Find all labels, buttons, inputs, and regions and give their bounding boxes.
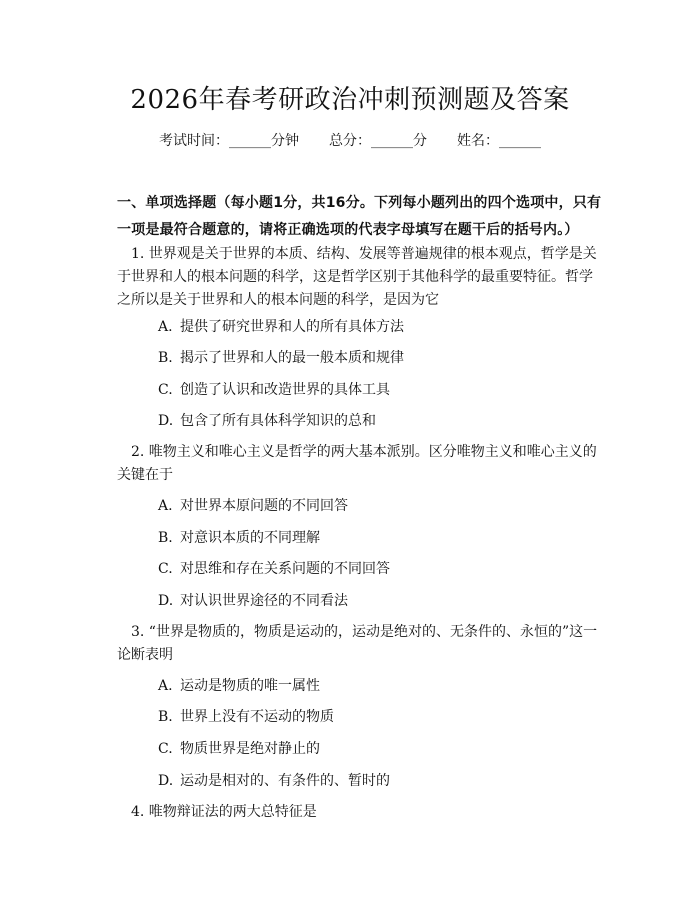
question-3-option-a xyxy=(158,676,588,696)
option-text: 世界上没有不运动的物质 xyxy=(180,709,334,725)
option-text: 创造了认识和改造世界的具体工具 xyxy=(180,382,390,398)
option-letter: B. xyxy=(158,530,173,546)
option-letter: A. xyxy=(158,319,173,335)
question-1-option-b xyxy=(158,348,588,368)
option-text: 提供了研究世界和人的所有具体方法 xyxy=(180,319,404,335)
question-4-stem: 4. 唯物辩证法的两大总特征是 xyxy=(131,804,317,820)
section-heading: 一、单项选择题（每小题1分，共16分。下列每小题列出的四个选项中，只有一项是最符合题意的，请将正确选项的代表字母填写在题干后的括号内。） xyxy=(117,195,602,238)
option-text: 运动是物质的唯一属性 xyxy=(180,678,320,694)
option-letter: A. xyxy=(158,678,173,694)
option-text: 对意识本质的不同理解 xyxy=(180,530,320,546)
option-text: 对认识世界途径的不同看法 xyxy=(180,593,348,609)
option-letter: D. xyxy=(158,593,174,609)
question-3-stem: 3. “世界是物质的，物质是运动的，运动是绝对的、无条件的、永恒的”这一论断表明 xyxy=(117,624,598,663)
option-text: 对思维和存在关系问题的不同回答 xyxy=(180,561,390,577)
option-letter: B. xyxy=(158,709,173,725)
question-3-option-b xyxy=(158,707,588,727)
option-text: 物质世界是绝对静止的 xyxy=(180,741,320,757)
question-2-stem: 2. 唯物主义和唯心主义是哲学的两大基本派别。区分唯物主义和唯心主义的关键在于 xyxy=(117,444,597,483)
question-2-option-c xyxy=(158,559,588,579)
question-1-option-d xyxy=(158,411,588,431)
exam-time-field: 考试时间：______分钟 xyxy=(159,133,299,149)
option-letter: C. xyxy=(158,561,173,577)
question-1-stem: 1. 世界观是关于世界的本质、结构、发展等普遍规律的根本观点，哲学是关于世界和人的根本问题的科学，这是哲学区别于其他科学的最重要特征。哲学之所以是关于世界和人的根本问题的科学，是因为它 xyxy=(117,246,597,308)
option-letter: C. xyxy=(158,382,173,398)
option-text: 揭示了世界和人的最一般本质和规律 xyxy=(180,350,404,366)
option-text: 运动是相对的、有条件的、暂时的 xyxy=(180,773,390,789)
question-3-option-d xyxy=(158,771,588,791)
question-2-option-d xyxy=(158,591,588,611)
option-letter: B. xyxy=(158,350,173,366)
question-3-option-c xyxy=(158,739,588,759)
exam-meta xyxy=(0,131,700,151)
total-score-field: 总分：______分 xyxy=(329,133,427,149)
option-letter: A. xyxy=(158,498,173,514)
student-name-field: 姓名：______ xyxy=(457,133,541,149)
option-text: 包含了所有具体科学知识的总和 xyxy=(180,413,376,429)
option-letter: C. xyxy=(158,741,173,757)
question-2-option-a xyxy=(158,496,588,516)
option-letter: D. xyxy=(158,413,174,429)
question-1-option-c xyxy=(158,380,588,400)
question-2-option-b xyxy=(158,528,588,548)
page-title: 2026年春考研政治冲刺预测题及答案 xyxy=(130,85,570,115)
option-text: 对世界本原问题的不同回答 xyxy=(180,498,348,514)
option-letter: D. xyxy=(158,773,174,789)
question-1-option-a xyxy=(158,317,588,337)
